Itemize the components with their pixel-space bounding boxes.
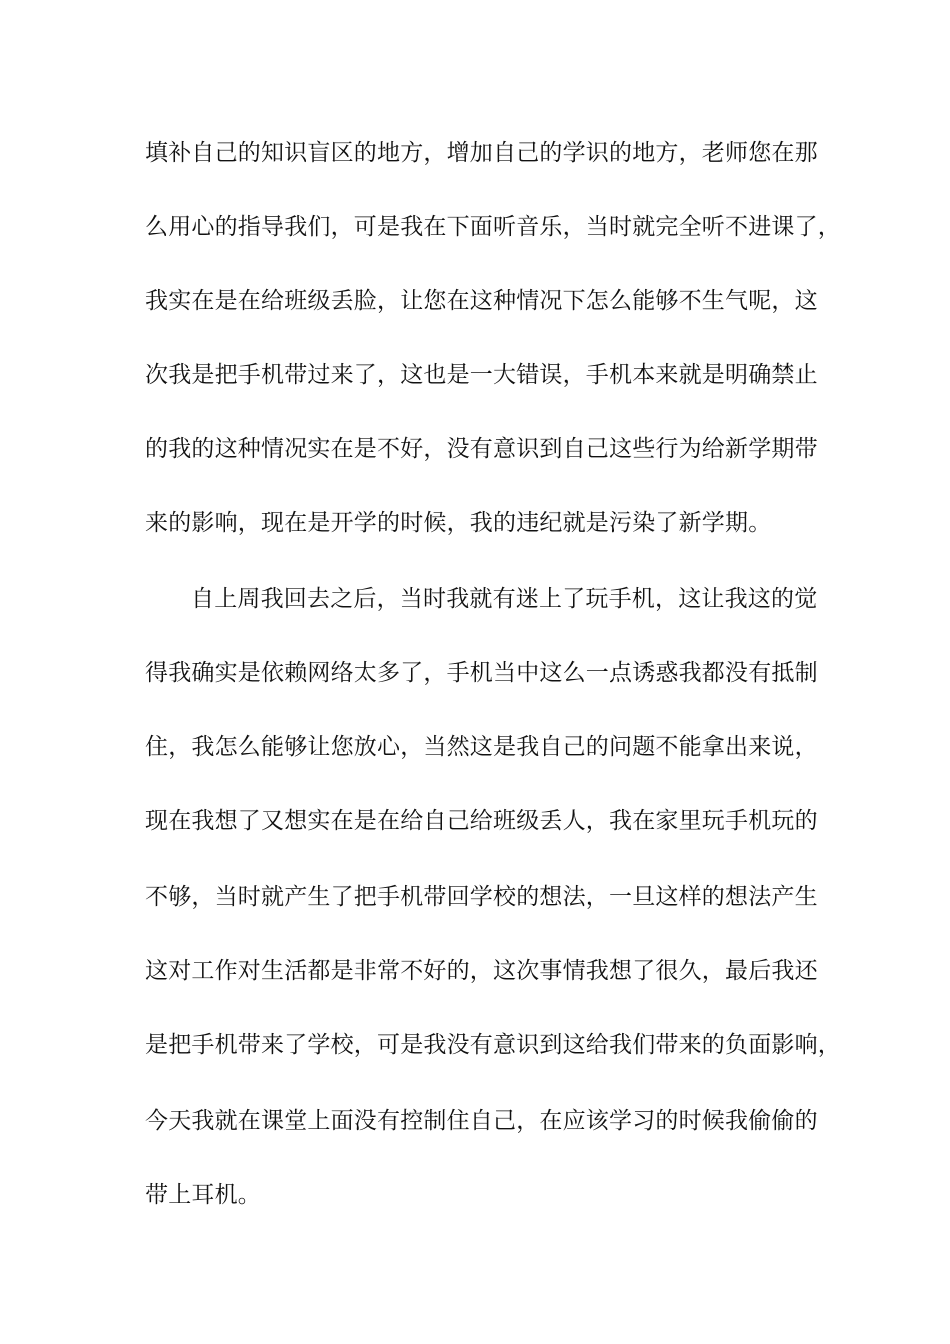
- text-line: 现在我想了又想实在是在给自己给班级丢人，我在家里玩手机玩的: [145, 808, 818, 834]
- text-line: 住，我怎么能够让您放心，当然这是我自己的问题不能拿出来说，: [145, 734, 818, 760]
- text-line: 今天我就在课堂上面没有控制住自己，在应该学习的时候我偷偷的: [145, 1108, 818, 1134]
- text-line: 来的影响，现在是开学的时候，我的违纪就是污染了新学期。: [145, 510, 772, 536]
- text-line: 我实在是在给班级丢脸，让您在这种情况下怎么能够不生气呢，这: [145, 288, 818, 314]
- text-line: 这对工作对生活都是非常不好的，这次事情我想了很久，最后我还: [145, 958, 818, 984]
- text-line: 带上耳机。: [145, 1182, 261, 1208]
- text-line: 得我确实是依赖网络太多了，手机当中这么一点诱惑我都没有抵制: [145, 660, 818, 686]
- text-line: 次我是把手机带过来了，这也是一大错误，手机本来就是明确禁止: [145, 362, 818, 388]
- text-line: 的我的这种情况实在是不好，没有意识到自己这些行为给新学期带: [145, 436, 818, 462]
- text-line: 不够，当时就产生了把手机带回学校的想法，一旦这样的想法产生: [145, 884, 818, 910]
- text-line: 么用心的指导我们，可是我在下面听音乐，当时就完全听不进课了，: [145, 214, 841, 240]
- text-line: 填补自己的知识盲区的地方，增加自己的学识的地方，老师您在那: [145, 140, 818, 166]
- text-line: 是把手机带来了学校，可是我没有意识到这给我们带来的负面影响，: [145, 1032, 841, 1058]
- paragraph-first-line: 自上周我回去之后，当时我就有迷上了玩手机，这让我这的觉: [191, 586, 818, 612]
